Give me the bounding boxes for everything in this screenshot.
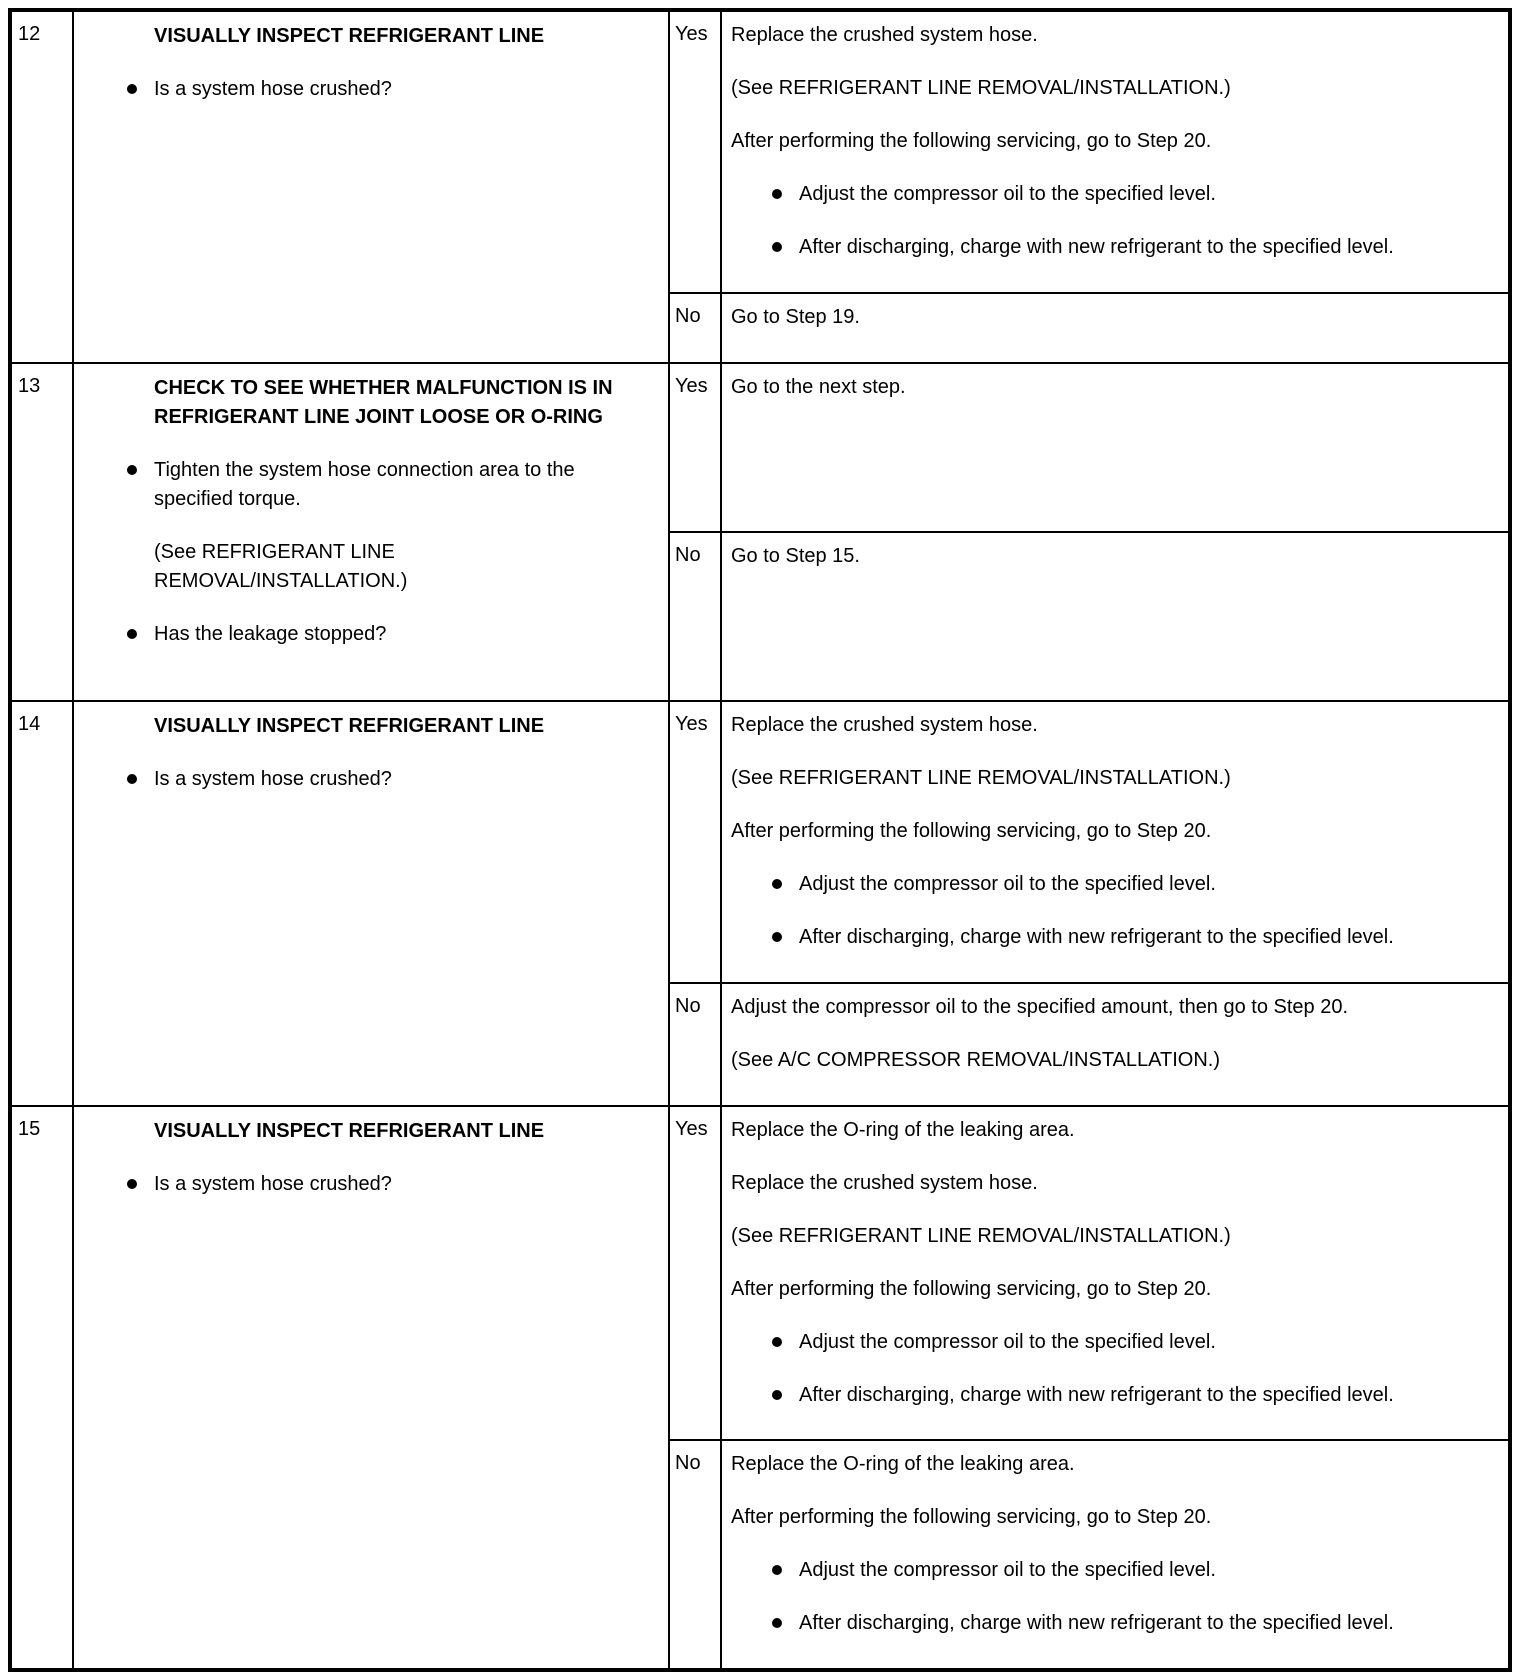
action-blocks — [154, 75, 632, 104]
paragraph: Replace the O-ring of the leaking area. — [731, 1453, 1075, 1476]
bullet-item — [731, 180, 1428, 209]
paragraph: (See A/C COMPRESSOR REMOVAL/INSTALLATION.) — [731, 1048, 1220, 1071]
bullet-text: Tighten the system hose connection area to the specified torque. — [154, 458, 575, 510]
action-cell — [72, 702, 668, 1105]
paragraph: Replace the crushed system hose. — [731, 24, 1038, 46]
branches-column — [668, 1107, 1508, 1669]
action-title: CHECK TO SEE WHETHER MALFUNCTION IS IN REFRIGERANT LINE JOINT LOOSE OR O-RING — [154, 376, 613, 428]
answer-label: No — [675, 994, 701, 1017]
result-blocks — [731, 1450, 1428, 1638]
bullet-icon — [772, 242, 782, 252]
paragraph: Replace the crushed system hose. — [731, 1171, 1038, 1194]
step-row-14 — [12, 700, 1508, 1105]
bullet-icon — [772, 1618, 782, 1628]
answer-label: No — [675, 304, 701, 327]
answer-cell — [670, 702, 720, 982]
bullet-text: Adjust the compressor oil to the specified level. — [799, 183, 1216, 205]
result-blocks — [731, 1116, 1428, 1410]
bullet-item — [731, 870, 1428, 899]
bullet-icon — [127, 465, 137, 475]
bullet-icon — [772, 1337, 782, 1347]
answer-label: Yes — [675, 374, 708, 397]
action-title: VISUALLY INSPECT REFRIGERANT LINE — [154, 25, 545, 47]
branches-column — [668, 12, 1508, 362]
bullet-text: Adjust the compressor oil to the specified level. — [799, 873, 1216, 895]
result-blocks — [731, 711, 1428, 952]
bullet-item — [154, 765, 632, 794]
result-blocks — [731, 373, 1428, 402]
action-cell — [72, 12, 668, 362]
answer-label: Yes — [675, 1117, 708, 1140]
paragraph: (See REFRIGERANT LINE REMOVAL/INSTALLATION.) — [731, 1224, 1231, 1247]
answer-label: Yes — [675, 23, 708, 45]
bullet-item — [731, 1609, 1428, 1638]
result-cell — [720, 12, 1508, 292]
branch-row-no — [670, 982, 1508, 1105]
paragraph: (See REFRIGERANT LINE REMOVAL/INSTALLATION.) — [731, 767, 1231, 789]
bullet-item — [154, 75, 632, 104]
answer-cell — [670, 1441, 720, 1668]
step-number: 12 — [18, 23, 41, 45]
answer-cell — [670, 364, 720, 531]
paragraph: (See REFRIGERANT LINE REMOVAL/INSTALLATION.) — [154, 540, 408, 592]
result-cell — [720, 1441, 1508, 1668]
paragraph: Adjust the compressor oil to the specified amount, then go to Step 20. — [731, 995, 1349, 1018]
result-cell — [720, 533, 1508, 700]
bullet-text: Is a system hose crushed? — [154, 1172, 392, 1195]
paragraph: Go to Step 19. — [731, 305, 860, 328]
bullet-text: Is a system hose crushed? — [154, 78, 392, 100]
bullet-icon — [772, 879, 782, 889]
branch-row-no — [670, 1439, 1508, 1668]
paragraph: Replace the O-ring of the leaking area. — [731, 1118, 1075, 1141]
result-cell — [720, 294, 1508, 362]
bullet-text: Adjust the compressor oil to the specified level. — [799, 1330, 1216, 1353]
answer-label: No — [675, 543, 701, 566]
bullet-icon — [772, 1390, 782, 1400]
paragraph: After performing the following servicing, go to Step 20. — [731, 820, 1212, 842]
answer-cell — [670, 12, 720, 292]
troubleshooting-table — [8, 8, 1512, 1672]
result-cell — [720, 364, 1508, 531]
branch-row-yes — [670, 364, 1508, 531]
result-cell — [720, 984, 1508, 1105]
action-blocks — [154, 1170, 632, 1199]
paragraph: After performing the following servicing, go to Step 20. — [731, 1277, 1212, 1300]
result-cell — [720, 702, 1508, 982]
answer-cell — [670, 294, 720, 362]
result-cell — [720, 1107, 1508, 1440]
answer-cell — [670, 1107, 720, 1440]
bullet-icon — [127, 84, 137, 94]
bullet-item — [731, 923, 1428, 952]
paragraph: After performing the following servicing, go to Step 20. — [731, 130, 1212, 152]
bullet-text: After discharging, charge with new refrigerant to the specified level. — [799, 236, 1394, 258]
result-blocks — [731, 993, 1428, 1075]
step-number: 13 — [18, 374, 41, 397]
step-number-cell — [12, 364, 72, 701]
bullet-icon — [772, 932, 782, 942]
bullet-icon — [127, 1179, 137, 1189]
bullet-text: Is a system hose crushed? — [154, 768, 392, 790]
result-blocks — [731, 21, 1428, 262]
bullet-text: Adjust the compressor oil to the specified level. — [799, 1559, 1216, 1582]
step-number: 15 — [18, 1117, 41, 1140]
action-cell — [72, 1107, 668, 1669]
bullet-icon — [772, 1565, 782, 1575]
action-blocks — [154, 765, 632, 794]
bullet-icon — [127, 774, 137, 784]
step-row-15 — [12, 1105, 1508, 1669]
paragraph: Replace the crushed system hose. — [731, 714, 1038, 736]
paragraph: (See REFRIGERANT LINE REMOVAL/INSTALLATION.) — [731, 77, 1231, 99]
bullet-item — [154, 620, 632, 649]
bullet-item — [731, 1381, 1428, 1410]
action-title: VISUALLY INSPECT REFRIGERANT LINE — [154, 715, 545, 737]
result-blocks — [731, 542, 1428, 571]
paragraph: Go to Step 15. — [731, 544, 860, 567]
bullet-item — [731, 1328, 1428, 1357]
action-cell — [72, 364, 668, 701]
bullet-icon — [127, 629, 137, 639]
bullet-text: After discharging, charge with new refrigerant to the specified level. — [799, 1383, 1394, 1406]
action-blocks — [154, 456, 632, 649]
branch-row-no — [670, 531, 1508, 700]
branch-row-yes — [670, 12, 1508, 292]
bullet-item — [154, 1170, 632, 1199]
bullet-text: After discharging, charge with new refrigerant to the specified level. — [799, 1612, 1394, 1635]
branch-row-yes — [670, 702, 1508, 982]
step-number: 14 — [18, 713, 41, 735]
action-title: VISUALLY INSPECT REFRIGERANT LINE — [154, 1119, 545, 1142]
branches-column — [668, 364, 1508, 701]
result-blocks — [731, 303, 1428, 332]
step-row-13 — [12, 362, 1508, 701]
answer-label: No — [675, 1452, 701, 1475]
branches-column — [668, 702, 1508, 1105]
branch-row-yes — [670, 1107, 1508, 1440]
branch-row-no — [670, 292, 1508, 362]
paragraph: Go to the next step. — [731, 375, 906, 398]
bullet-item — [154, 456, 632, 514]
bullet-item — [731, 1556, 1428, 1585]
answer-cell — [670, 533, 720, 700]
step-row-12 — [12, 12, 1508, 362]
bullet-item — [731, 233, 1428, 262]
answer-label: Yes — [675, 713, 708, 735]
bullet-icon — [772, 189, 782, 199]
bullet-text: After discharging, charge with new refrigerant to the specified level. — [799, 926, 1394, 948]
step-number-cell — [12, 1107, 72, 1669]
paragraph: After performing the following servicing, go to Step 20. — [731, 1506, 1212, 1529]
answer-cell — [670, 984, 720, 1105]
step-number-cell — [12, 12, 72, 362]
step-number-cell — [12, 702, 72, 1105]
bullet-text: Has the leakage stopped? — [154, 622, 387, 645]
